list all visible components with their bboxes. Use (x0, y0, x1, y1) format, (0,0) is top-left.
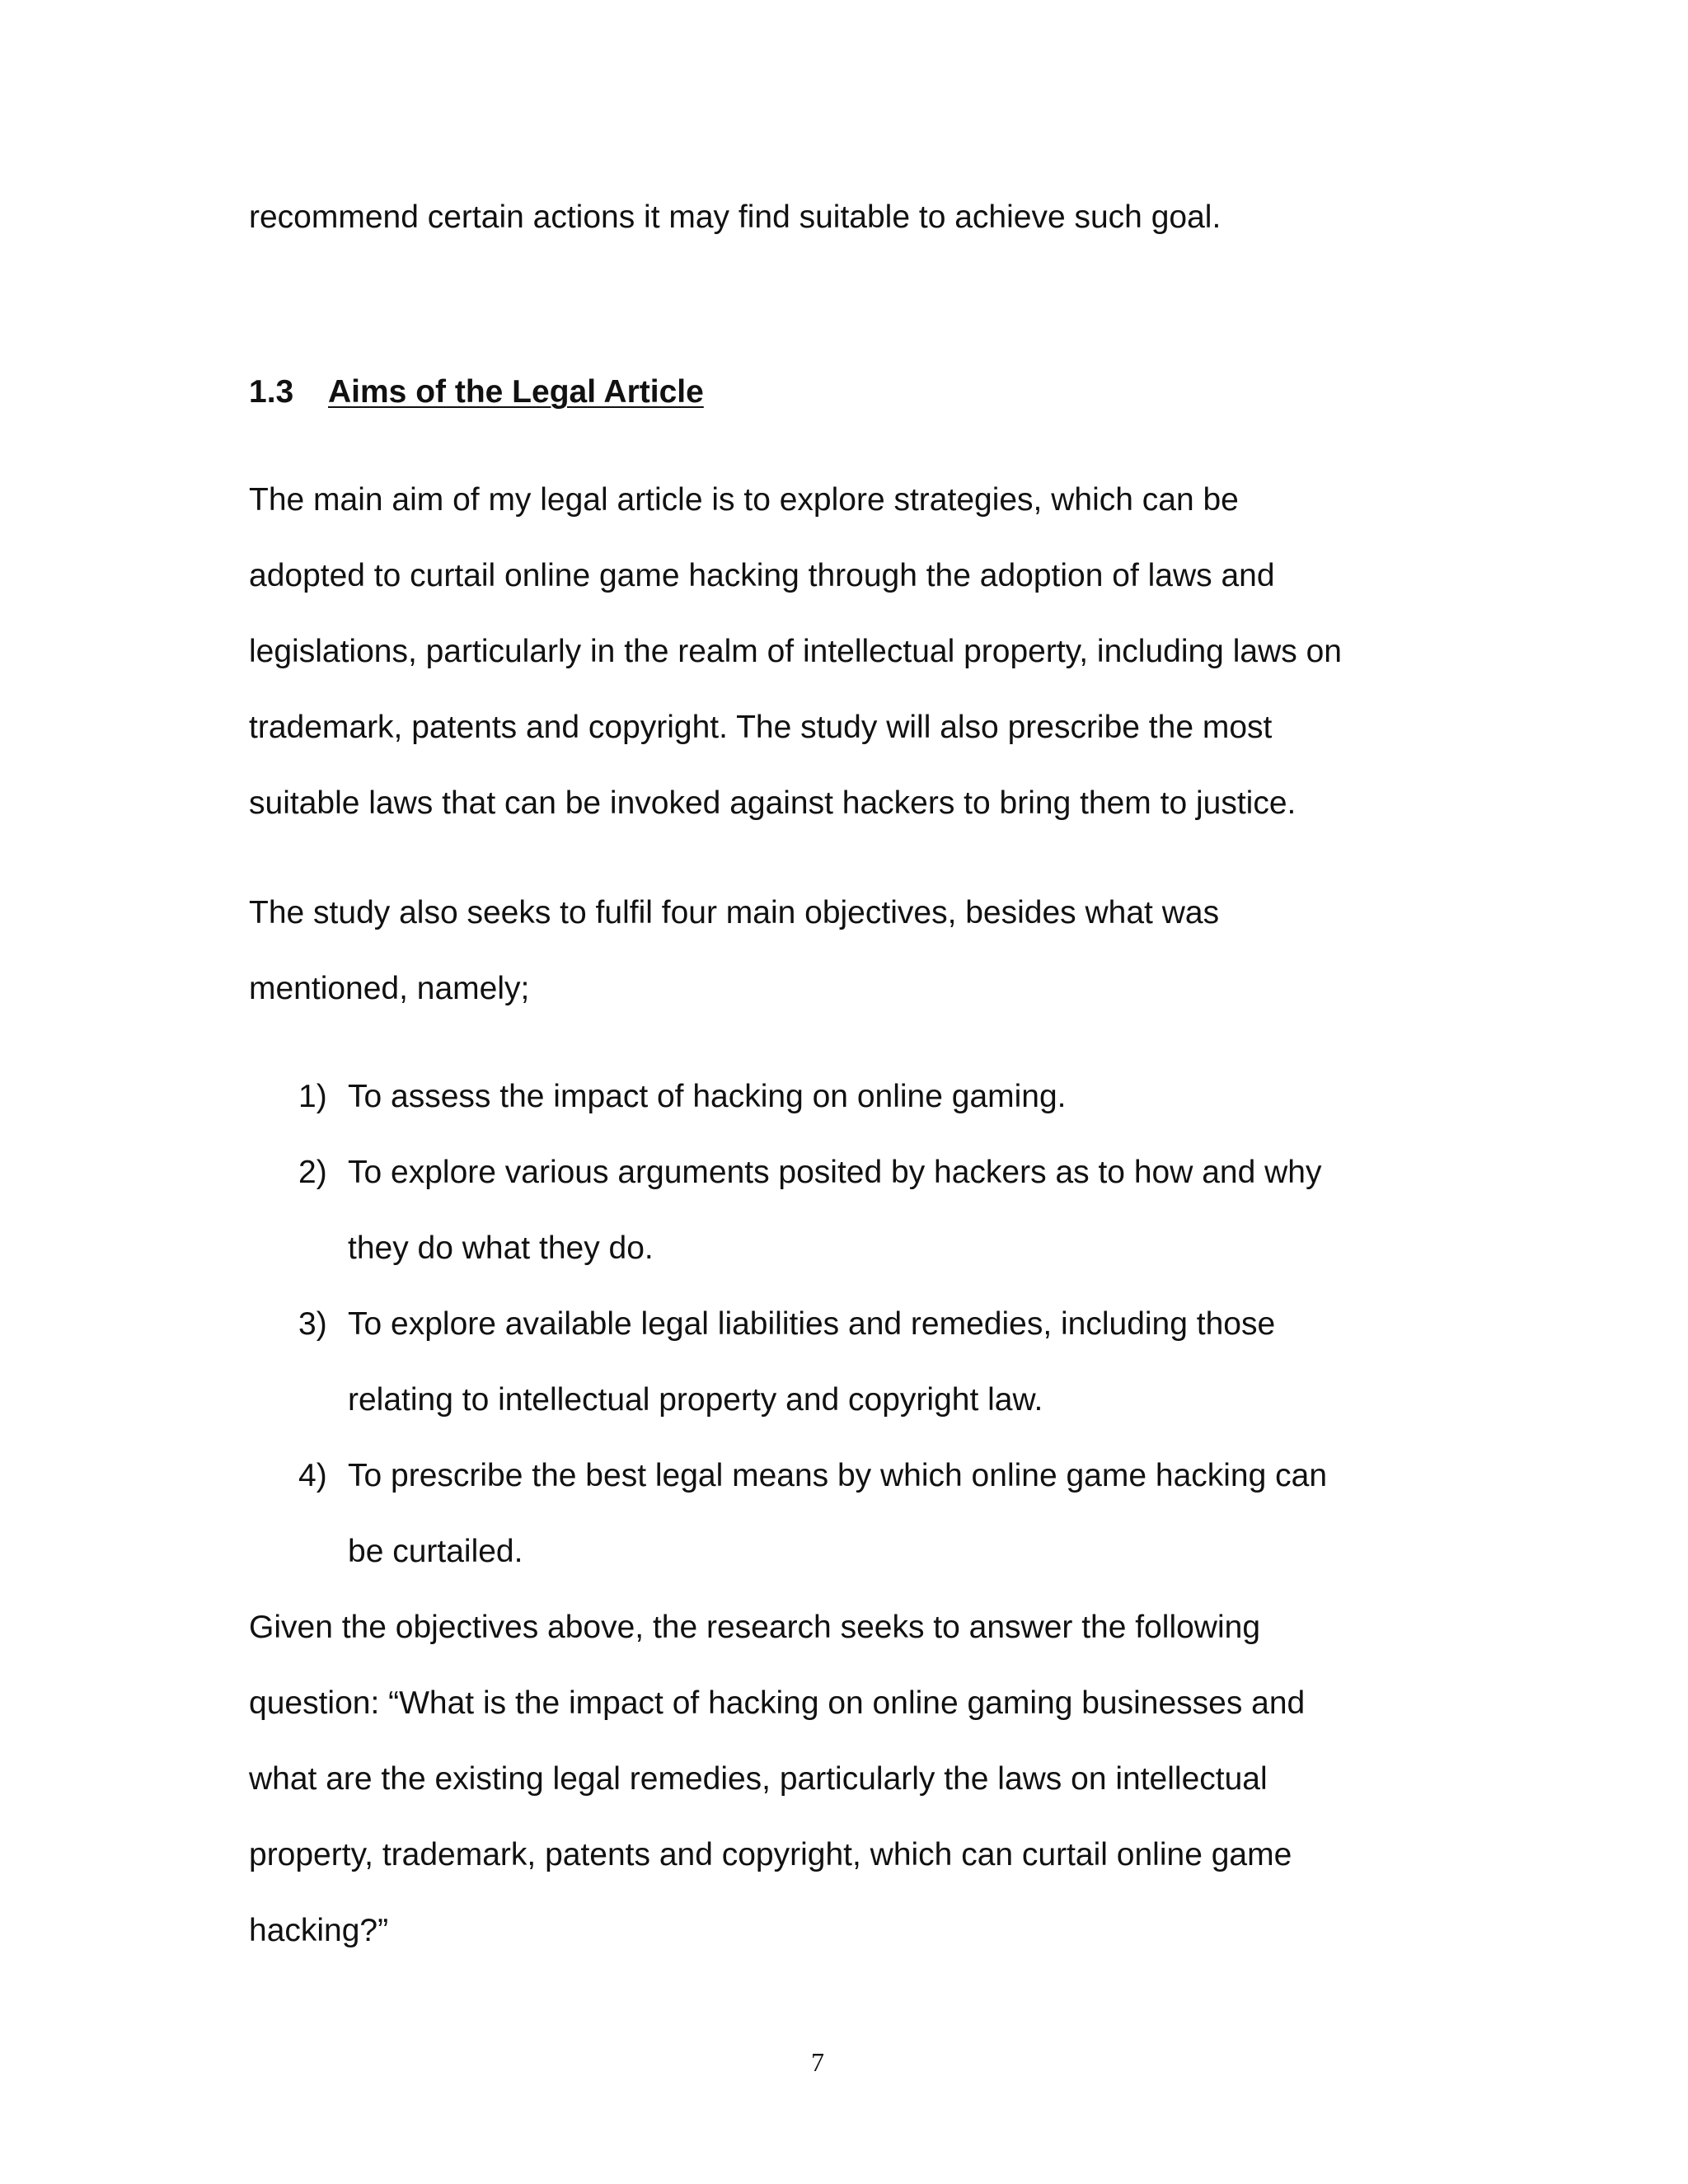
continued-text-line: recommend certain actions it may find suitable to achieve such goal. (249, 199, 1221, 235)
list-marker: 2) (298, 1155, 327, 1190)
paragraph-1-line: legislations, particularly in the realm of intellectual property, including laws on (249, 634, 1342, 669)
list-item-text: To prescribe the best legal means by which online game hacking can (348, 1458, 1328, 1493)
list-item-continuation: relating to intellectual property and copyright law. (348, 1382, 1043, 1418)
paragraph-1-line: The main aim of my legal article is to explore strategies, which can be (249, 482, 1239, 518)
paragraph-3-line: what are the existing legal remedies, particularly the laws on intellectual (249, 1761, 1268, 1797)
paragraph-3-line: hacking?” (249, 1913, 389, 1948)
objective-item-3 (298, 1305, 1275, 1343)
section-title: Aims of the Legal Article (328, 374, 704, 410)
objective-item-2 (298, 1154, 1321, 1192)
list-marker: 1) (298, 1079, 327, 1114)
list-item-continuation: they do what they do. (348, 1230, 654, 1266)
section-heading (249, 373, 704, 411)
paragraph-3-line: Given the objectives above, the research seeks to answer the following (249, 1610, 1261, 1645)
paragraph-2-line: The study also seeks to fulfil four main objectives, besides what was (249, 895, 1220, 930)
list-item-text: To explore various arguments posited by hackers as to how and why (348, 1155, 1322, 1190)
paragraph-1-line: adopted to curtail online game hacking through the adoption of laws and (249, 558, 1275, 593)
objective-item-1 (298, 1078, 1067, 1116)
section-number: 1.3 (249, 374, 294, 410)
page-number: 7 (811, 2047, 824, 2077)
paragraph-3-line: property, trademark, patents and copyright, which can curtail online game (249, 1837, 1292, 1872)
paragraph-1-line: suitable laws that can be invoked against hackers to bring them to justice. (249, 785, 1296, 821)
list-marker: 4) (298, 1458, 327, 1493)
list-item-continuation: be curtailed. (348, 1534, 523, 1569)
paragraph-2-line: mentioned, namely; (249, 971, 530, 1006)
paragraph-3-line: question: “What is the impact of hacking on online gaming businesses and (249, 1685, 1306, 1721)
list-item-text: To assess the impact of hacking on online gaming. (348, 1079, 1067, 1114)
list-item-text: To explore available legal liabilities and remedies, including those (348, 1306, 1276, 1342)
list-marker: 3) (298, 1306, 327, 1342)
paragraph-1-line: trademark, patents and copyright. The study will also prescribe the most (249, 710, 1273, 745)
objective-item-4 (298, 1457, 1327, 1495)
